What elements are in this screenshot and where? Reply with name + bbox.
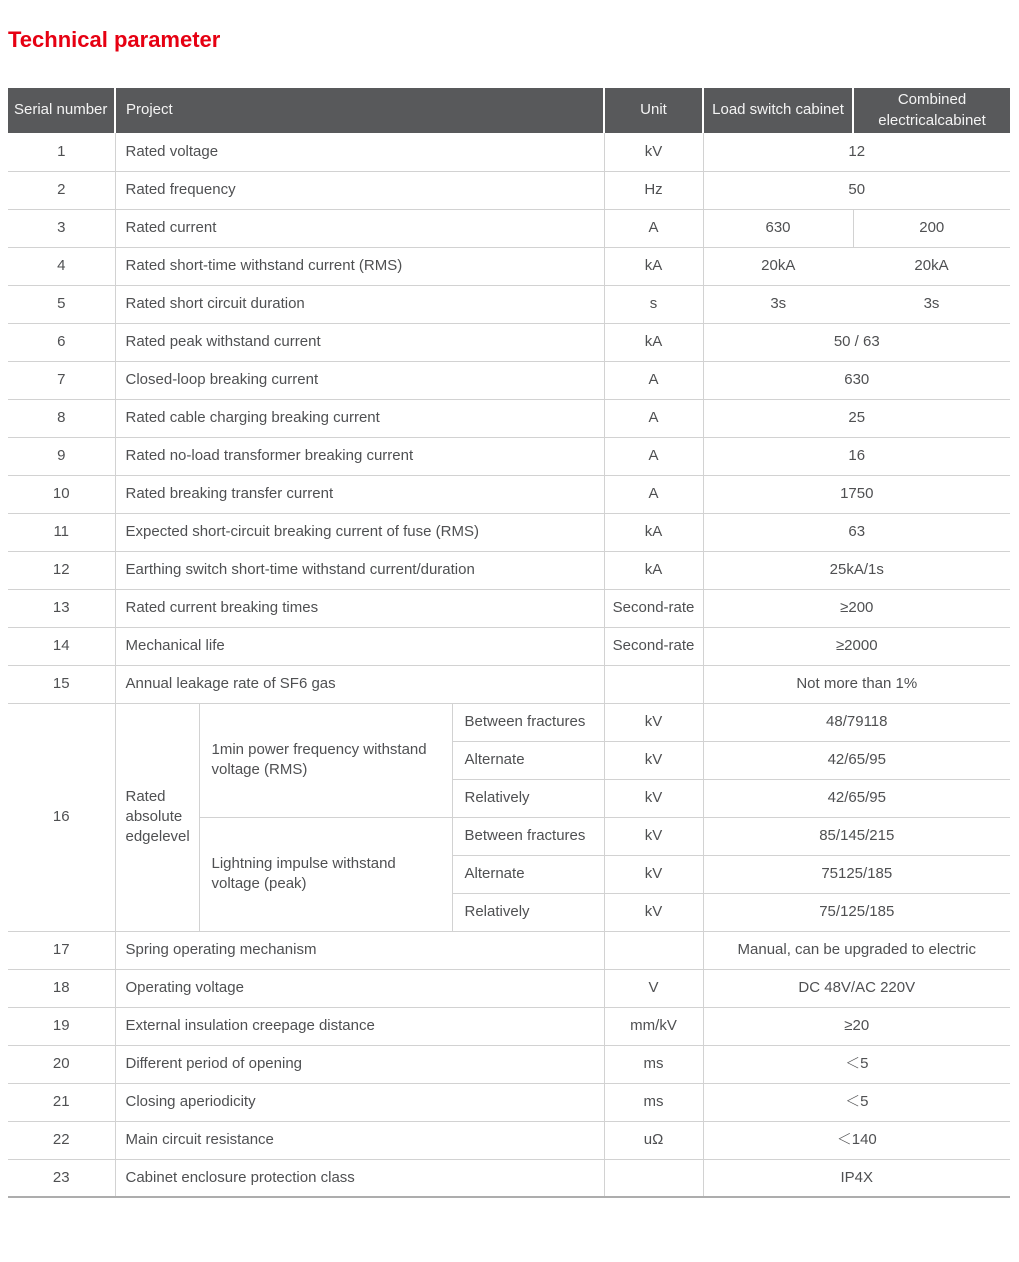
unit-cell: kV <box>604 133 703 171</box>
unit-cell: kA <box>604 247 703 285</box>
table-row <box>8 399 1010 437</box>
value-cell: DC 48V/AC 220V <box>703 969 1010 1007</box>
serial-cell: 17 <box>8 931 115 969</box>
subrow-name-cell: Between fractures <box>452 817 604 855</box>
project-cell: Annual leakage rate of SF6 gas <box>115 665 604 703</box>
table-row <box>8 1083 1010 1121</box>
value-combined-cell: 200 <box>853 209 1010 247</box>
project-cell: Rated peak withstand current <box>115 323 604 361</box>
serial-cell: 4 <box>8 247 115 285</box>
unit-cell: kA <box>604 551 703 589</box>
table-row <box>8 665 1010 703</box>
table-header-row <box>8 88 1010 133</box>
serial-cell: 11 <box>8 513 115 551</box>
unit-cell: Second-rate <box>604 589 703 627</box>
serial-cell: 21 <box>8 1083 115 1121</box>
table-row <box>8 171 1010 209</box>
table-row <box>8 209 1010 247</box>
unit-cell <box>604 665 703 703</box>
unit-cell: kV <box>604 741 703 779</box>
value-cell: 42/65/95 <box>703 779 1010 817</box>
category-cell: Rated absolute edgelevel <box>115 703 199 931</box>
group-label-cell: Lightning impulse withstand voltage (peak) <box>199 817 452 931</box>
serial-cell: 6 <box>8 323 115 361</box>
unit-cell: kV <box>604 779 703 817</box>
project-cell: Rated current breaking times <box>115 589 604 627</box>
project-cell: Rated frequency <box>115 171 604 209</box>
value-combined-cell: 3s <box>853 285 1010 323</box>
table-row <box>8 513 1010 551</box>
serial-cell: 22 <box>8 1121 115 1159</box>
serial-cell: 19 <box>8 1007 115 1045</box>
value-cell: 1750 <box>703 475 1010 513</box>
project-cell: Rated short circuit duration <box>115 285 604 323</box>
project-cell: Rated no-load transformer breaking current <box>115 437 604 475</box>
project-cell: Spring operating mechanism <box>115 931 604 969</box>
serial-cell: 12 <box>8 551 115 589</box>
serial-cell: 9 <box>8 437 115 475</box>
value-cell: 630 <box>703 361 1010 399</box>
serial-cell: 20 <box>8 1045 115 1083</box>
value-cell: Not more than 1% <box>703 665 1010 703</box>
project-cell: Closing aperiodicity <box>115 1083 604 1121</box>
serial-cell: 23 <box>8 1159 115 1197</box>
project-cell: Different period of opening <box>115 1045 604 1083</box>
header-combined-electrical-cabinet: Combined electricalcabinet <box>853 88 1010 133</box>
value-cell: 25kA/1s <box>703 551 1010 589</box>
project-cell: Closed-loop breaking current <box>115 361 604 399</box>
serial-cell: 10 <box>8 475 115 513</box>
value-cell: IP4X <box>703 1159 1010 1197</box>
header-unit: Unit <box>604 88 703 133</box>
value-cell: 48/79118 <box>703 703 1010 741</box>
serial-cell: 7 <box>8 361 115 399</box>
value-cell: 75/125/185 <box>703 893 1010 931</box>
value-cell: 85/145/215 <box>703 817 1010 855</box>
table-row <box>8 361 1010 399</box>
unit-cell: ms <box>604 1083 703 1121</box>
table-row-16-subrow <box>8 703 1010 741</box>
project-cell: External insulation creepage distance <box>115 1007 604 1045</box>
project-cell: Main circuit resistance <box>115 1121 604 1159</box>
table-row <box>8 627 1010 665</box>
project-cell: Cabinet enclosure protection class <box>115 1159 604 1197</box>
project-cell: Operating voltage <box>115 969 604 1007</box>
value-load-cell: 630 <box>703 209 853 247</box>
technical-parameter-table <box>8 88 1010 1198</box>
serial-cell: 16 <box>8 703 115 931</box>
value-cell: ＜140 <box>703 1121 1010 1159</box>
table-row <box>8 1007 1010 1045</box>
unit-cell <box>604 1159 703 1197</box>
serial-cell: 3 <box>8 209 115 247</box>
unit-cell: A <box>604 361 703 399</box>
unit-cell: kA <box>604 513 703 551</box>
unit-cell: A <box>604 209 703 247</box>
serial-cell: 5 <box>8 285 115 323</box>
table-row <box>8 247 1010 285</box>
value-load-cell: 20kA <box>703 247 853 285</box>
unit-cell <box>604 931 703 969</box>
project-cell: Mechanical life <box>115 627 604 665</box>
unit-cell: kV <box>604 893 703 931</box>
value-cell: 42/65/95 <box>703 741 1010 779</box>
table-row <box>8 1121 1010 1159</box>
serial-cell: 1 <box>8 133 115 171</box>
project-cell: Rated breaking transfer current <box>115 475 604 513</box>
header-serial-number: Serial number <box>8 88 115 133</box>
subrow-name-cell: Alternate <box>452 741 604 779</box>
value-cell: 50 <box>703 171 1010 209</box>
project-cell: Rated voltage <box>115 133 604 171</box>
serial-cell: 13 <box>8 589 115 627</box>
header-project: Project <box>115 88 604 133</box>
table-row <box>8 1045 1010 1083</box>
serial-cell: 18 <box>8 969 115 1007</box>
subrow-name-cell: Relatively <box>452 779 604 817</box>
value-cell: 75125/185 <box>703 855 1010 893</box>
unit-cell: kA <box>604 323 703 361</box>
unit-cell: A <box>604 475 703 513</box>
value-cell: ≥20 <box>703 1007 1010 1045</box>
unit-cell: V <box>604 969 703 1007</box>
unit-cell: A <box>604 399 703 437</box>
project-cell: Rated cable charging breaking current <box>115 399 604 437</box>
serial-cell: 2 <box>8 171 115 209</box>
value-cell: 25 <box>703 399 1010 437</box>
table-row <box>8 133 1010 171</box>
value-combined-cell: 20kA <box>853 247 1010 285</box>
unit-cell: kV <box>604 855 703 893</box>
unit-cell: uΩ <box>604 1121 703 1159</box>
subrow-name-cell: Alternate <box>452 855 604 893</box>
unit-cell: mm/kV <box>604 1007 703 1045</box>
table-row <box>8 589 1010 627</box>
unit-cell: A <box>604 437 703 475</box>
table-row <box>8 323 1010 361</box>
project-cell: Expected short-circuit breaking current of fuse (RMS) <box>115 513 604 551</box>
table-row <box>8 931 1010 969</box>
project-cell: Rated current <box>115 209 604 247</box>
project-cell: Rated short-time withstand current (RMS) <box>115 247 604 285</box>
unit-cell: Second-rate <box>604 627 703 665</box>
serial-cell: 8 <box>8 399 115 437</box>
serial-cell: 14 <box>8 627 115 665</box>
table-row <box>8 551 1010 589</box>
table-row <box>8 1159 1010 1197</box>
project-cell: Earthing switch short-time withstand current/duration <box>115 551 604 589</box>
subrow-name-cell: Relatively <box>452 893 604 931</box>
group-label-cell: 1min power frequency withstand voltage (RMS) <box>199 703 452 817</box>
table-row <box>8 475 1010 513</box>
unit-cell: Hz <box>604 171 703 209</box>
serial-cell: 15 <box>8 665 115 703</box>
unit-cell: s <box>604 285 703 323</box>
unit-cell: kV <box>604 817 703 855</box>
value-cell: 63 <box>703 513 1010 551</box>
unit-cell: kV <box>604 703 703 741</box>
value-cell: 12 <box>703 133 1010 171</box>
value-cell: 50 / 63 <box>703 323 1010 361</box>
value-cell: ＜5 <box>703 1083 1010 1121</box>
value-cell: 16 <box>703 437 1010 475</box>
subrow-name-cell: Between fractures <box>452 703 604 741</box>
value-cell: ＜5 <box>703 1045 1010 1083</box>
value-cell: Manual, can be upgraded to electric <box>703 931 1010 969</box>
table-row <box>8 437 1010 475</box>
table-row <box>8 969 1010 1007</box>
table-row <box>8 285 1010 323</box>
value-cell: ≥2000 <box>703 627 1010 665</box>
value-cell: ≥200 <box>703 589 1010 627</box>
page-title: Technical parameter <box>8 27 221 52</box>
header-load-switch-cabinet: Load switch cabinet <box>703 88 853 133</box>
value-load-cell: 3s <box>703 285 853 323</box>
unit-cell: ms <box>604 1045 703 1083</box>
